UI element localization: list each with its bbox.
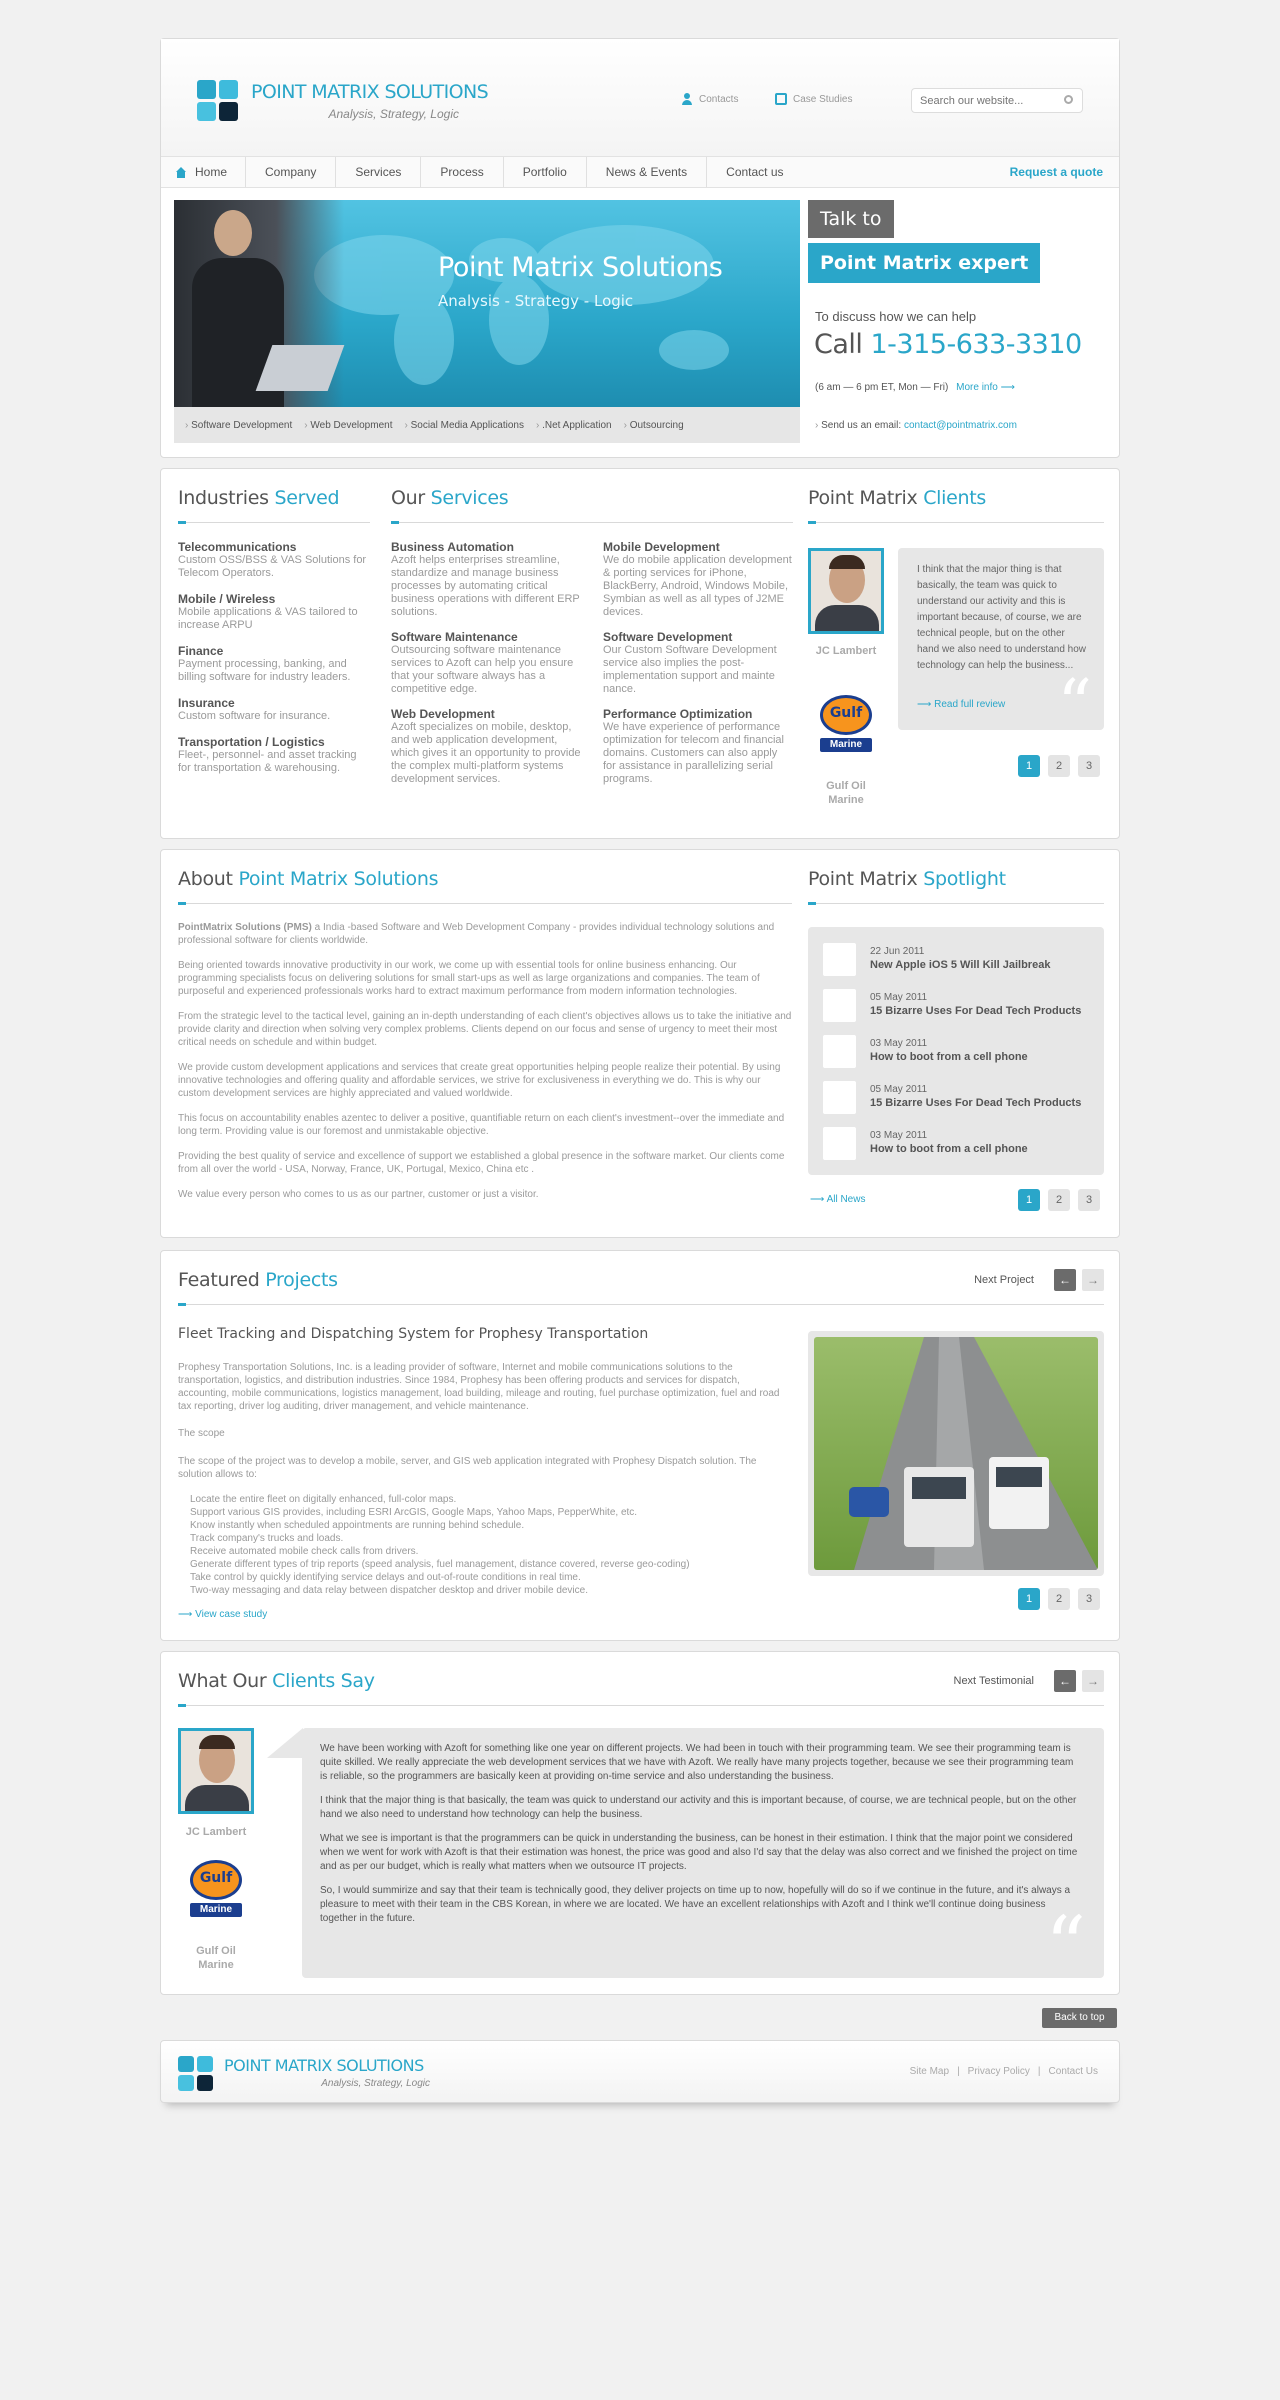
spotlight-section — [808, 868, 1104, 1206]
about-paragraph: From the strategic level to the tactical level, gaining an in-depth understanding of each client's objectives allows us to take the initiative and provide clarity and direction when solving very complex problems. Clients depend on our focus and sense of urgency to meet their most critical needs on schedule and within budget. — [178, 1011, 792, 1048]
page-button[interactable]: 2 — [1048, 755, 1070, 777]
nav-contact-us[interactable]: Contact us — [726, 165, 784, 179]
page-button[interactable]: 1 — [1018, 1588, 1040, 1610]
spotlight-title: Point Matrix Spotlight — [808, 868, 1006, 890]
about-paragraph: This focus on accountability enables azentec to deliver a positive, quantifiable return on each client's investment--over the immediate and long term. Providing value is our foremost and unmistakable objective. — [178, 1113, 785, 1137]
gulf-logo: Gulf Marine — [186, 1860, 246, 1920]
testimonial-paragraph: So, I would summirize and say that their team is technically good, they deliver projects on time up to now, hopefully will do so if we continue in the future, and it's always a pleasure to meet with their team in the CBS Korean, in where we are located. We have an excellent relationships with Azoft and I think we'll continue doing business together in the future. — [320, 1885, 1071, 1924]
testimonial-paragraph: We have been working with Azoft for something like one year on different projects. We had been in touch with their programming team. We see their programming team is quite skilled. We really appreciate the web development services that we have with Azoft. We really have many projects together, because we see their programming team is reliable, so the programmers are basically keen at providing on-time service and also understanding the business. — [320, 1743, 1074, 1782]
list-item: Track company's trucks and loads. — [190, 1533, 344, 1544]
about-section — [178, 868, 792, 1201]
contacts-link[interactable]: Contacts — [681, 93, 738, 105]
trucks-image — [814, 1337, 1098, 1570]
hours-line: (6 am — 6 pm ET, Mon — Fri) More info ⟶ — [815, 382, 1015, 393]
hero-title: Point Matrix Solutions — [438, 252, 723, 283]
client-name: JC Lambert — [815, 645, 877, 657]
testimonials-card — [160, 1651, 1120, 1995]
man-with-laptop-image — [174, 200, 344, 407]
list-item: Locate the entire fleet on digitally enhanced, full-color maps. — [190, 1494, 457, 1505]
news-item[interactable]: 22 Jun 2011 New Apple iOS 5 Will Kill Jailbreak — [823, 943, 1104, 989]
industry-item[interactable]: Insurance Custom software for insurance. — [178, 696, 331, 722]
nav-process[interactable]: Process — [421, 157, 503, 187]
services-section — [391, 487, 793, 786]
news-item[interactable]: 03 May 2011 How to boot from a cell phone — [823, 1127, 1104, 1173]
news-item[interactable]: 05 May 2011 15 Bizarre Uses For Dead Tech Products — [823, 1081, 1104, 1127]
page-button[interactable]: 3 — [1078, 1189, 1100, 1211]
testimonial-paragraph: What we see is important is that the programmers can be quick in understanding the business, can be honest in their estimation. I think that the major point we considered when we went for work with Azoft is that their estimation was honest, the price was good and also I'd say that the delay was also correct and we finished the project on time and as per our budget, which is really what matters when we outsource IT projects. — [320, 1833, 1078, 1872]
client-quote-text: I think that the major thing is that basically, the team was quick to understand our activity and this is important because, of course, we are technical people, but on the other hand we also need to understand how technology can help the business... — [917, 564, 1087, 671]
arrow-right-icon: ⟶ — [810, 1194, 827, 1205]
industry-item[interactable]: Transportation / Logistics Fleet-, personnel- and asset tracking for transportation & warehousing. — [178, 735, 357, 774]
brand-tagline: Analysis, Strategy, Logic — [328, 107, 459, 121]
testimonial-photo[interactable] — [178, 1728, 254, 1814]
list-item: Know instantly when scheduled appointments are running behind schedule. — [190, 1520, 525, 1531]
industry-item[interactable]: Finance Payment processing, banking, and billing software for industry leaders. — [178, 644, 351, 683]
case-studies-link[interactable]: Case Studies — [775, 93, 852, 105]
service-item[interactable]: Software Maintenance Outsourcing software maintenance services to Azoft can help you ensure that your software always has a competitive edge. — [391, 630, 574, 695]
service-item[interactable]: Performance Optimization We have experience of performance optimization for telecom and financial domains. Customers can also apply for assistance in parallelizing serial programs. — [603, 707, 784, 785]
page-button[interactable]: 1 — [1018, 1189, 1040, 1211]
about-paragraph: Providing the best quality of service and excellence of support we established a global presence in the software market. Our clients come from all over the world - USA, Norway, France, UK, Portugal, Mexico, China etc . — [178, 1151, 785, 1175]
arrow-icon: › — [815, 420, 822, 431]
news-thumbnail — [823, 989, 856, 1022]
quote-mark-icon: “ — [1045, 1899, 1086, 1992]
projects-title: Featured Projects — [178, 1269, 338, 1291]
page-button[interactable]: 3 — [1078, 1588, 1100, 1610]
page-button[interactable]: 3 — [1078, 755, 1100, 777]
list-item: Two-way messaging and data relay between dispatcher desktop and driver mobile device. — [190, 1585, 588, 1596]
hero-banner — [174, 200, 800, 407]
projects-header — [178, 1269, 1104, 1305]
footer-links: Site Map | Privacy Policy | Contact Us — [909, 2066, 1098, 2077]
hero-links — [174, 407, 800, 443]
next-project-nav: Next Project ← → — [974, 1269, 1104, 1291]
all-news-link[interactable]: ⟶ All News — [810, 1194, 866, 1205]
clients-pager — [1018, 755, 1100, 777]
client-quote-box — [898, 548, 1104, 745]
hero-link[interactable]: › Web Development — [304, 419, 393, 431]
news-thumbnail — [823, 1081, 856, 1114]
search-input[interactable] — [920, 93, 1055, 109]
prev-arrow-button[interactable]: ← — [1054, 1670, 1076, 1692]
list-item: Support various GIS provides, including ESRI ArcGIS, Google Maps, Yahoo Maps, PepperWhite, etc. — [190, 1507, 638, 1518]
home-icon — [175, 167, 187, 178]
back-to-top-button[interactable]: Back to top — [1042, 2008, 1117, 2028]
news-item[interactable]: 03 May 2011 How to boot from a cell phone — [823, 1035, 1104, 1081]
spotlight-pager — [1018, 1189, 1100, 1211]
gulf-logo: Gulf Marine — [816, 695, 876, 755]
hero-link[interactable]: › Social Media Applications — [404, 419, 524, 431]
testimonial-name: JC Lambert — [185, 1826, 247, 1838]
search-box — [911, 88, 1083, 113]
project-feature-list — [190, 1493, 790, 1597]
arrow-right-icon: ⟶ — [178, 1609, 196, 1620]
news-thumbnail — [823, 1035, 856, 1068]
next-arrow-button[interactable]: → — [1082, 1269, 1104, 1291]
arrow-right-icon: ⟶ — [1000, 382, 1015, 393]
services-title: Our Services — [391, 487, 509, 509]
next-testimonial-nav: Next Testimonial ← → — [954, 1670, 1105, 1692]
service-item[interactable]: Software Development Our Custom Software Development service also implies the post-implementation support and mainte nance. — [603, 630, 777, 695]
logo[interactable] — [197, 80, 497, 130]
project-scope-label: The scope — [178, 1428, 225, 1439]
about-lead: PointMatrix Solutions (PMS) a India -based Software and Web Development Company - provides individual technology solutions and professional software for clients worldwide. — [178, 922, 775, 946]
industry-item[interactable]: Mobile / Wireless Mobile applications & VAS tailored to increase ARPU — [178, 592, 358, 631]
talk-to-label: Talk to — [808, 200, 894, 238]
expert-label: Point Matrix expert — [808, 243, 1040, 283]
about-title: About Point Matrix Solutions — [178, 868, 439, 890]
hero-link[interactable]: › .Net Application — [536, 419, 612, 431]
arrow-icon: › — [185, 419, 192, 431]
header-bar — [161, 39, 1119, 156]
list-item: Generate different types of trip reports (speed analysis, fuel management, distance covered, reverse geo-coding) — [190, 1559, 690, 1570]
arrow-icon: › — [623, 419, 630, 431]
discuss-text: To discuss how we can help — [815, 309, 977, 324]
about-paragraph: We provide custom development applications and services that create great opportunities helping people realize their potential. By using innovative technologies and offering quality and affordable services, we strive for exclusiveness in everything we do. This is why our custom development services are highly appreciated and valued worldwide. — [178, 1062, 781, 1099]
service-item[interactable]: Business Automation Azoft helps enterprises streamline, standardize and manage business processes by automating critical business operations with different ERP solutions. — [391, 540, 580, 618]
list-item: Receive automated mobile check calls from drivers. — [190, 1546, 419, 1557]
next-arrow-button[interactable]: → — [1082, 1670, 1104, 1692]
nav-portfolio[interactable]: Portfolio — [504, 157, 587, 187]
main-nav — [161, 156, 1119, 188]
news-thumbnail — [823, 1127, 856, 1160]
brand-name: POINT MATRIX SOLUTIONS — [251, 81, 489, 103]
logo-mark-icon — [178, 2056, 214, 2092]
client-photo[interactable] — [808, 548, 884, 634]
email-link[interactable]: contact@pointmatrix.com — [903, 420, 1017, 431]
industries-title: Industries Served — [178, 487, 340, 509]
about-paragraph: Being oriented towards innovative productivity in our work, we come up with essential tools for online business enhancing. Our programming specialists focus on delivering solutions for small start-ups as well as large organizations and companies. The team of purposeful and experienced professionals works hard to extract maximum performance from modern information technologies. — [178, 960, 760, 997]
overview-card — [160, 468, 1120, 839]
nav-home[interactable]: Home — [161, 157, 246, 187]
list-item: Take control by quickly identifying service delays and out-of-route conditions in real time. — [190, 1572, 581, 1583]
privacy-policy-link[interactable]: Privacy Policy — [967, 2066, 1030, 2077]
arrow-right-icon: ⟶ — [917, 699, 935, 710]
testimonial-paragraph: I think that the major thing is that basically, the team was quick to understand our activity and this is important because, of course, we are technical people, but on the other hand we also need to understand how technology can help the business. — [320, 1795, 1077, 1820]
arrow-icon: › — [404, 419, 411, 431]
nav-company[interactable]: Company — [246, 157, 336, 187]
edit-icon — [775, 93, 787, 105]
logo-mark-icon — [197, 80, 239, 122]
testimonials-title: What Our Clients Say — [178, 1670, 375, 1692]
page-button[interactable]: 2 — [1048, 1189, 1070, 1211]
hero-subtitle: Analysis - Strategy - Logic — [438, 292, 634, 310]
news-thumbnail — [823, 943, 856, 976]
view-case-study-link[interactable]: ⟶ View case study — [178, 1609, 268, 1620]
project-scope: The scope of the project was to develop a mobile, server, and GIS web application integrated with Prophesy Dispatch solution. The solution allows to: — [178, 1456, 757, 1480]
clients-title: Point Matrix Clients — [808, 487, 986, 509]
footer — [160, 2040, 1120, 2103]
industry-item[interactable]: Telecommunications Custom OSS/BSS & VAS Solutions for Telecom Operators. — [178, 540, 367, 579]
more-info-link[interactable]: More info ⟶ — [956, 382, 1015, 393]
nav-news-events[interactable]: News & Events — [587, 157, 707, 187]
industries-section — [178, 487, 370, 787]
nav-services[interactable]: Services — [336, 157, 421, 187]
service-item[interactable]: Mobile Development We do mobile application development & porting services for iPhone, BlackBerry, Android, Windows Mobile, Symbian as well as all types of J2ME devices. — [603, 540, 792, 618]
arrow-icon: › — [536, 419, 543, 431]
projects-card — [160, 1250, 1120, 1641]
arrow-icon: › — [304, 419, 311, 431]
person-icon — [681, 93, 693, 105]
service-item[interactable]: Web Development Azoft specializes on mobile, desktop, and web application development, which gives it an opportunity to provide the complex multi-platform systems development services. — [391, 707, 581, 785]
header-card — [160, 38, 1120, 458]
hero-link[interactable]: › Software Development — [185, 419, 293, 431]
testimonials-header — [178, 1670, 1104, 1706]
project-name[interactable]: Fleet Tracking and Dispatching System for Prophesy Transportation — [178, 1326, 649, 1342]
news-item[interactable]: 05 May 2011 15 Bizarre Uses For Dead Tech Products — [823, 989, 1104, 1035]
projects-pager — [1018, 1588, 1100, 1610]
request-quote-link[interactable]: Request a quote — [1009, 165, 1103, 179]
about-paragraph: We value every person who comes to us as our partner, customer or just a visitor. — [178, 1189, 539, 1200]
page-button[interactable]: 2 — [1048, 1588, 1070, 1610]
phone-number[interactable]: 1-315-633-3310 — [870, 329, 1082, 360]
footer-logo[interactable]: POINT MATRIX SOLUTIONS Analysis, Strategy, Logic — [178, 2056, 448, 2096]
page-button[interactable]: 1 — [1018, 755, 1040, 777]
prev-arrow-button[interactable]: ← — [1054, 1269, 1076, 1291]
search-icon[interactable] — [1064, 95, 1073, 104]
testimonial-company: Gulf Oil Marine — [196, 1945, 236, 1971]
speech-pointer — [267, 1728, 303, 1758]
phone-line: Call 1-315-633-3310 — [814, 329, 1082, 360]
read-review-link[interactable]: ⟶ Read full review — [917, 699, 1006, 710]
site-map-link[interactable]: Site Map — [909, 2066, 950, 2077]
project-intro: Prophesy Transportation Solutions, Inc. is a leading provider of software, Internet and mobile communications solutions to the transportation, logistics, and distribution industries. Since 1984, Prophesy has been offering products and services for dispatch, accounting, mobile communications, logistics management, load building, mileage and routing, fuel purchase optimization, fuel and road tax reporting, driver log auditing, driver management, and vehicle maintenance. — [178, 1362, 780, 1412]
email-line: › Send us an email: contact@pointmatrix.com — [815, 420, 1017, 431]
hero-link[interactable]: › Outsourcing — [623, 419, 684, 431]
quote-mark-icon: “ — [1057, 666, 1092, 745]
clients-section — [808, 487, 1104, 806]
contact-us-link[interactable]: Contact Us — [1048, 2066, 1098, 2077]
about-card — [160, 849, 1120, 1238]
project-image[interactable] — [808, 1331, 1104, 1576]
news-list — [808, 927, 1104, 1175]
client-company: Gulf Oil Marine — [826, 780, 866, 806]
testimonial-box — [302, 1728, 1104, 1992]
